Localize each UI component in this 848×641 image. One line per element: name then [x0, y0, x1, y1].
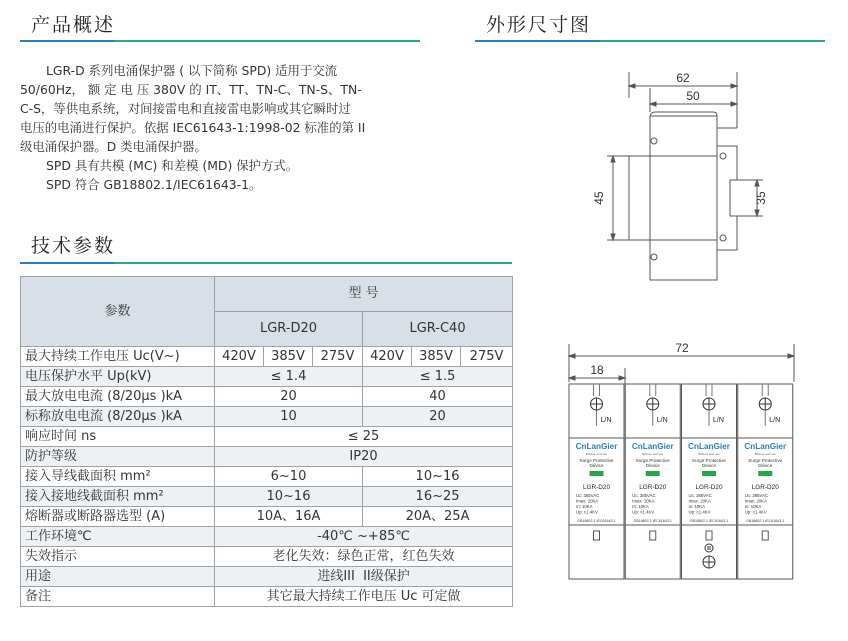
- table-row: [21, 427, 513, 447]
- dimensions-title: 外形尺寸图: [486, 14, 592, 36]
- module-standard: GB18802.1 IEC61643-1: [633, 519, 672, 523]
- spd-module: [738, 384, 793, 579]
- status-indicator: [590, 471, 604, 476]
- table-cell: 10A、16A: [215, 507, 363, 527]
- spd-module: [682, 384, 737, 579]
- row-label: 备注: [21, 587, 215, 607]
- table-cell: 10~16: [363, 467, 513, 487]
- overview-line-4: 电压的电涌进行保护。依据 IEC61643-1:1998-02 标准的第 II: [20, 120, 366, 135]
- brand-logo: CnLanGier: [688, 442, 730, 451]
- status-indicator: [702, 471, 716, 476]
- table-cell: 275V: [461, 347, 513, 367]
- brand-subtitle: Believe and use: [585, 452, 608, 456]
- front-view-drawing: [566, 338, 798, 584]
- model-header-1: LGR-D20: [215, 312, 363, 347]
- overview-title-rule: [20, 40, 420, 42]
- table-cell: 16~25: [363, 487, 513, 507]
- module-desc: Device: [645, 463, 660, 468]
- table-header-row: [21, 277, 513, 312]
- table-row: [21, 467, 513, 487]
- module-desc: Device: [589, 463, 604, 468]
- table-cell: 40: [363, 387, 513, 407]
- param-header: 参数: [21, 277, 215, 347]
- module-model: LGR-D20: [639, 484, 667, 491]
- module-model: LGR-D20: [583, 484, 610, 491]
- spd-modules: [569, 384, 793, 579]
- table-row: [21, 487, 513, 507]
- module-spec: Imax: 20KA: [688, 498, 711, 504]
- ground-icon: [705, 544, 713, 552]
- brand-logo: CnLanGier: [575, 442, 618, 451]
- module-spec: Up: ≤1.4KV: [576, 509, 598, 515]
- specs-table: [20, 276, 513, 607]
- dim-35-label: 35: [754, 191, 768, 205]
- row-label: 标称放电电流 (8/20μs )kA: [21, 407, 215, 427]
- table-row: [21, 547, 513, 567]
- dim-72-label: 72: [675, 341, 689, 355]
- status-indicator: [758, 471, 772, 476]
- module-spec: Uc: 385VAC: [632, 493, 656, 498]
- table-cell: 老化失效：绿色正常，红色失效: [215, 547, 513, 567]
- module-standard: GB18802.1 IEC61643-1: [577, 519, 616, 523]
- dim-62-label: 62: [676, 71, 690, 85]
- module-standard: GB18802.1 IEC61643-1: [746, 519, 785, 523]
- module-model: LGR-D20: [751, 484, 779, 491]
- overview-line-1: LGR-D 系列电涌保护器 ( 以下简称 SPD) 适用于交流: [46, 63, 338, 78]
- status-indicator: [646, 471, 660, 476]
- table-row: [21, 367, 513, 387]
- spd-module: [625, 384, 680, 579]
- module-spec: Imax: 20KA: [632, 498, 655, 504]
- spd-module: [569, 384, 624, 579]
- table-cell: 10~16: [215, 487, 363, 507]
- table-row: [21, 407, 513, 427]
- module-spec: Up: ≤1.4KV: [688, 509, 711, 515]
- specs-title-rule: [20, 262, 512, 264]
- brand-subtitle: Believe and use: [698, 452, 720, 456]
- specs-title: 技术参数: [31, 235, 116, 257]
- row-label: 防护等级: [21, 447, 215, 467]
- table-row: [21, 387, 513, 407]
- row-label: 工作环境℃: [21, 527, 215, 547]
- table-cell: ≤ 1.4: [215, 367, 363, 387]
- module-desc: Surge Protective: [748, 458, 783, 463]
- overview-text: [20, 61, 440, 194]
- table-row: [21, 447, 513, 467]
- table-row: [21, 567, 513, 587]
- table-cell: 其它最大持续工作电压 Uc 可定做: [215, 587, 513, 607]
- module-desc: Surge Protective: [635, 458, 670, 463]
- table-cell: 420V: [363, 347, 412, 367]
- table-cell: 20A、25A: [363, 507, 513, 527]
- module-spec: In: 10KA: [744, 504, 762, 509]
- table-cell: 20: [215, 387, 363, 407]
- module-spec: Up: ≤1.4KV: [632, 509, 655, 515]
- model-header-2: LGR-C40: [363, 312, 513, 347]
- overview-line-2: 50/60Hz， 额 定 电 压 380V 的 IT、TT、TN-C、TN-S、TN-: [20, 82, 362, 97]
- table-cell: -40℃ ~+85℃: [215, 527, 513, 547]
- module-standard: GB18802.1 IEC61643-1: [689, 519, 729, 523]
- overview-line-7: SPD 符合 GB18802.1/IEC61643-1。: [46, 177, 262, 192]
- table-cell: 420V: [215, 347, 264, 367]
- module-model: LGR-D20: [695, 484, 723, 491]
- overview-title: 产品概述: [31, 14, 116, 36]
- table-row: [21, 527, 513, 547]
- overview-line-6: SPD 具有共模 (MC) 和差模 (MD) 保护方式。: [46, 158, 299, 173]
- side-view-drawing: [585, 68, 775, 288]
- table-row: [21, 507, 513, 527]
- table-cell: 进线III II级保护: [215, 567, 513, 587]
- module-spec: Uc: 385VAC: [688, 493, 712, 498]
- overview-line-3: C-S，等供电系统，对间接雷电和直接雷电影响或其它瞬时过: [20, 101, 351, 116]
- table-cell: 385V: [264, 347, 313, 367]
- overview-line-5: 级电涌保护器。D 类电涌保护器。: [20, 139, 207, 154]
- module-spec: Uc: 385VAC: [576, 493, 600, 498]
- module-desc: Device: [758, 463, 773, 468]
- module-spec: Imax: 20KA: [576, 498, 599, 504]
- dim-18-label: 18: [590, 363, 604, 377]
- table-row: [21, 587, 513, 607]
- row-label: 最大放电电流 (8/20μs )kA: [21, 387, 215, 407]
- table-row: [21, 347, 513, 367]
- table-cell: 6~10: [215, 467, 363, 487]
- module-spec: Imax: 20KA: [744, 498, 767, 504]
- brand-logo: CnLanGier: [744, 442, 787, 451]
- dim-45-label: 45: [592, 191, 606, 205]
- table-cell: ≤ 25: [215, 427, 513, 447]
- table-cell: ≤ 1.5: [363, 367, 513, 387]
- module-spec: In: 10KA: [632, 504, 649, 509]
- row-label: 用途: [21, 567, 215, 587]
- module-desc: Device: [701, 463, 717, 468]
- table-cell: 10: [215, 407, 363, 427]
- module-spec: Up: ≤1.4KV: [744, 509, 767, 515]
- dim-50-label: 50: [686, 89, 700, 103]
- terminal-label: L/N: [713, 417, 724, 424]
- dimensions-title-rule: [475, 40, 825, 42]
- terminal-label: L/N: [600, 417, 612, 424]
- module-desc: Surge Protective: [692, 458, 726, 463]
- row-label: 响应时间 ns: [21, 427, 215, 447]
- brand-logo: CnLanGier: [631, 442, 674, 451]
- table-cell: 275V: [313, 347, 363, 367]
- table-cell: 20: [363, 407, 513, 427]
- row-label: 失效指示: [21, 547, 215, 567]
- table-cell: 385V: [412, 347, 461, 367]
- type-header: 型 号: [215, 277, 513, 312]
- row-label: 接入接地线截面积 mm²: [21, 487, 215, 507]
- module-desc: Surge Protective: [579, 458, 614, 463]
- row-label: 最大持续工作电压 Uc(V~): [21, 347, 215, 367]
- terminal-label: L/N: [769, 417, 781, 424]
- module-spec: Uc: 385VAC: [744, 493, 769, 498]
- module-spec: In: 10KA: [688, 504, 705, 509]
- row-label: 电压保护水平 Up(kV): [21, 367, 215, 387]
- row-label: 接入导线截面积 mm²: [21, 467, 215, 487]
- terminal-label: L/N: [656, 417, 668, 424]
- module-spec: In: 10KA: [576, 504, 593, 509]
- row-label: 熔断器或断路器选型 (A): [21, 507, 215, 527]
- table-cell: IP20: [215, 447, 513, 467]
- brand-subtitle: Believe and use: [754, 452, 776, 456]
- brand-subtitle: Believe and use: [642, 452, 664, 456]
